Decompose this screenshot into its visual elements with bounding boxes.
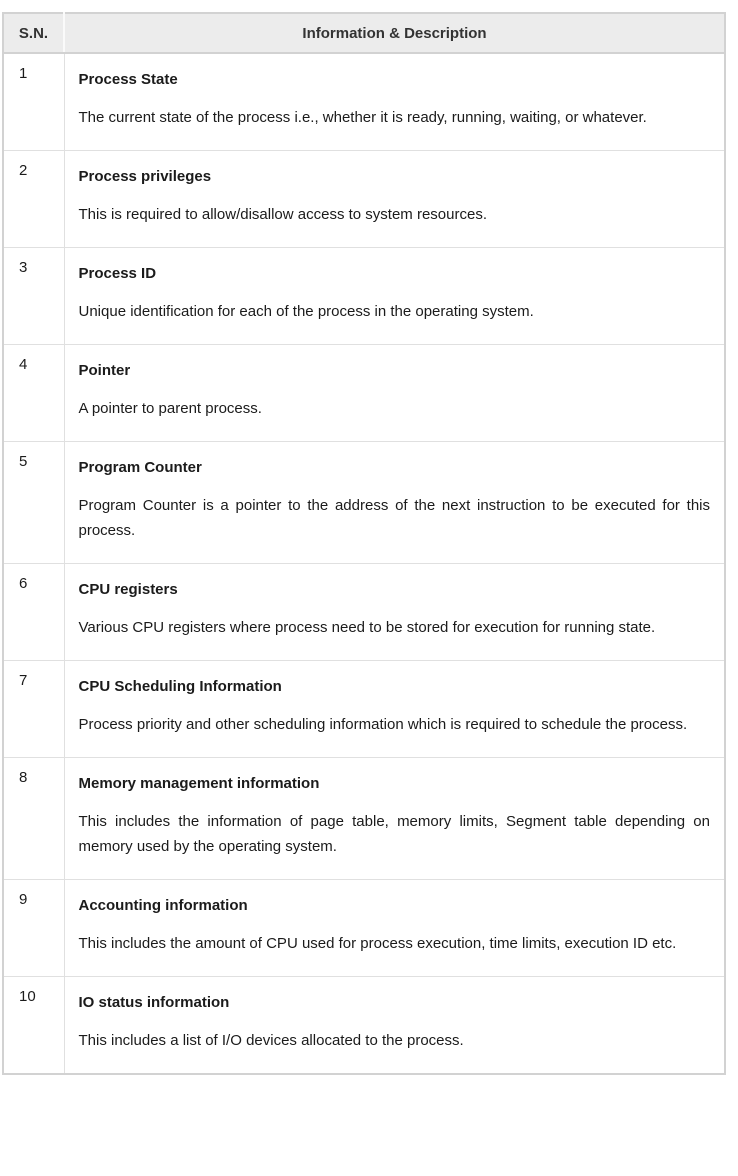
table-header-row: [3, 13, 725, 53]
info-description-table: [2, 12, 726, 1075]
table-row: [3, 151, 725, 248]
row-description: This includes the amount of CPU used for process execution, time limits, execution ID etc.: [78, 935, 677, 952]
row-serial-number: 7: [3, 661, 64, 758]
table-row: [3, 53, 725, 151]
table-row: [3, 248, 725, 345]
row-title: Pointer: [78, 362, 131, 379]
row-title: IO status information: [78, 994, 230, 1011]
row-serial-number: 6: [3, 564, 64, 661]
row-title: CPU registers: [78, 581, 178, 598]
row-content-cell: [64, 977, 725, 1075]
row-title: Process ID: [78, 265, 157, 282]
row-serial-number: 3: [3, 248, 64, 345]
row-title: Process State: [78, 71, 178, 88]
row-title: Program Counter: [78, 459, 202, 476]
row-description: This includes the information of page table, memory limits, Segment table depending on memory used by the operating system.: [78, 813, 710, 855]
table-body: [3, 53, 725, 1074]
row-description: Unique identification for each of the process in the operating system.: [78, 303, 534, 320]
table-row: [3, 442, 725, 564]
table-row: [3, 661, 725, 758]
row-serial-number: 1: [3, 53, 64, 151]
row-serial-number: 8: [3, 758, 64, 880]
row-serial-number: 4: [3, 345, 64, 442]
row-description: Process priority and other scheduling information which is required to schedule the process.: [78, 716, 688, 733]
row-description: A pointer to parent process.: [78, 400, 262, 417]
table-row: [3, 564, 725, 661]
table-row: [3, 345, 725, 442]
table-row: [3, 880, 725, 977]
column-header-information-description: Information & Description: [64, 13, 725, 53]
row-content-cell: [64, 151, 725, 248]
row-serial-number: 5: [3, 442, 64, 564]
row-content-cell: [64, 880, 725, 977]
row-title: Process privileges: [78, 168, 212, 185]
row-description: Program Counter is a pointer to the address of the next instruction to be executed for this process.: [78, 497, 710, 539]
row-serial-number: 10: [3, 977, 64, 1075]
row-description: This is required to allow/disallow access to system resources.: [78, 206, 487, 223]
row-content-cell: [64, 53, 725, 151]
row-serial-number: 9: [3, 880, 64, 977]
row-description: The current state of the process i.e., whether it is ready, running, waiting, or whatever.: [78, 109, 647, 126]
row-serial-number: 2: [3, 151, 64, 248]
row-title: Memory management information: [78, 775, 320, 792]
table-row: [3, 758, 725, 880]
row-content-cell: [64, 442, 725, 564]
column-header-sn: S.N.: [3, 13, 64, 53]
row-title: Accounting information: [78, 897, 248, 914]
row-content-cell: [64, 345, 725, 442]
row-description: This includes a list of I/O devices allocated to the process.: [78, 1032, 464, 1049]
table-row: [3, 977, 725, 1075]
row-content-cell: [64, 248, 725, 345]
row-title: CPU Scheduling Information: [78, 678, 282, 695]
row-content-cell: [64, 661, 725, 758]
row-content-cell: [64, 564, 725, 661]
row-content-cell: [64, 758, 725, 880]
row-description: Various CPU registers where process need to be stored for execution for running state.: [78, 619, 656, 636]
